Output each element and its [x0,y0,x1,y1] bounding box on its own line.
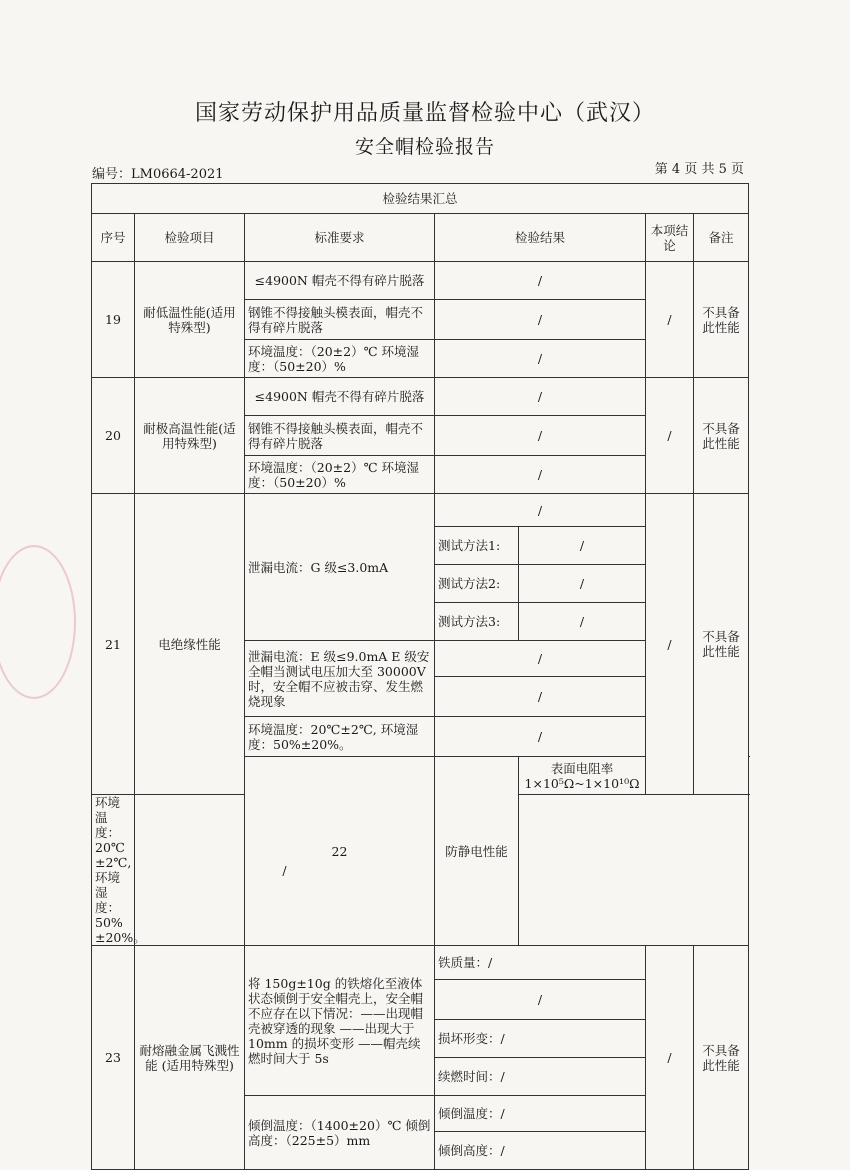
test-item: 耐熔融金属飞溅性能 (适用特殊型) [135,946,245,1170]
serial-number: 编号：LM0664-2021 [92,167,224,182]
conclusion: / [646,378,694,494]
damage-deformation-result: 损坏形变：/ [435,1020,646,1058]
summary-header: 检验结果汇总 [92,184,749,214]
table-row [92,378,749,416]
standard-requirement: ≤4900N 帽壳不得有碎片脱落 [245,378,435,416]
test-result: / [435,677,646,717]
report-title: 安全帽检验报告 [354,136,495,158]
method-3-value: / [519,603,646,641]
test-result: / [435,494,646,527]
remark: 不具备此性能 [694,946,749,1170]
standard-requirement: 钢锥不得接触头模表面，帽壳不得有碎片脱落 [245,300,435,340]
page-indicator: 第 4 页 共 5 页 [654,162,744,177]
row-number: 19 [92,262,135,378]
method-1-value: / [519,527,646,565]
remark: 不具备此性能 [694,378,749,494]
standard-requirement: 环境温度：20℃±2℃, 环境湿度：50%±20%。 [245,717,435,757]
standard-requirement: 环境温度：（20±2）℃ 环境湿度：（50±20）% [245,456,435,494]
standard-requirement: 钢锥不得接触头模表面，帽壳不得有碎片脱落 [245,416,435,456]
conclusion: / [646,494,694,795]
test-item: 电绝缘性能 [135,494,245,795]
test-result: / [435,416,646,456]
org-title: 国家劳动保护用品质量监督检验中心（武汉） [194,101,655,126]
row-number: 23 [92,946,135,1170]
standard-requirement: 环境温度：20℃±2℃, 环境湿度：50%±20%。 [92,795,135,946]
standard-requirement: ≤4900N 帽壳不得有碎片脱落 [245,262,435,300]
standard-requirement: 泄漏电流：E 级≤9.0mA E 级安全帽当测试电压加大至 30000V 时，安全帽不应被击穿、发生燃烧现象 [245,641,435,717]
stamp-mark [0,545,76,699]
pour-temperature-result: 倾倒温度：/ [435,1096,646,1132]
remark: 不具备此性能 [694,494,749,795]
test-result: / [435,717,646,757]
standard-requirement: 泄漏电流：G 级≤3.0mA [245,494,435,641]
standard-requirement: 倾倒温度：（1400±20）℃ 倾倒高度：（225±5）mm [245,1096,435,1170]
row-number: 21 [92,494,135,795]
col-header-conclusion: 本项结论 [646,214,694,262]
row-number: 22 [245,757,435,946]
test-result: / [435,340,646,378]
row-number: 20 [92,378,135,494]
test-result: / [435,378,646,416]
table-row [92,262,749,300]
remark: 不具备此性能 [694,262,749,378]
method-2-value: / [519,565,646,603]
conclusion: / [646,262,694,378]
test-result: / [435,980,646,1020]
test-result: / [435,456,646,494]
pour-height-result: 倾倒高度：/ [435,1132,646,1170]
col-header-standard: 标准要求 [245,214,435,262]
afterflame-time-result: 续燃时间：/ [435,1058,646,1096]
conclusion: / [646,946,694,1170]
test-item: 耐极高温性能(适用特殊型) [135,378,245,494]
test-item: 防静电性能 [435,757,519,946]
col-header-no: 序号 [92,214,135,262]
method-3-label: 测试方法3: [435,603,519,641]
col-header-result: 检验结果 [435,214,646,262]
test-item: 耐低温性能(适用特殊型) [135,262,245,378]
standard-requirement: 表面电阻率 1×10⁵Ω~1×10¹⁰Ω [519,757,646,795]
table-row [92,946,749,980]
standard-requirement: 环境温度：（20±2）℃ 环境湿度：（50±20）% [245,340,435,378]
iron-mass-result: 铁质量：/ [435,946,646,980]
method-2-label: 测试方法2: [435,565,519,603]
table-row [92,494,749,527]
col-header-remark: 备注 [694,214,749,262]
test-result: / [135,795,435,946]
test-result: / [435,641,646,677]
method-1-label: 测试方法1: [435,527,519,565]
standard-requirement: 将 150g±10g 的铁熔化至液体状态倾倒于安全帽壳上，安全帽不应存在以下情况：——出现帽壳被穿透的现象 ——出现大于 10mm 的损坏变形 ——帽壳续燃时间大于 5s [245,946,435,1096]
test-result: / [435,262,646,300]
test-result: / [435,300,646,340]
col-header-item: 检验项目 [135,214,245,262]
results-table [91,183,749,1170]
